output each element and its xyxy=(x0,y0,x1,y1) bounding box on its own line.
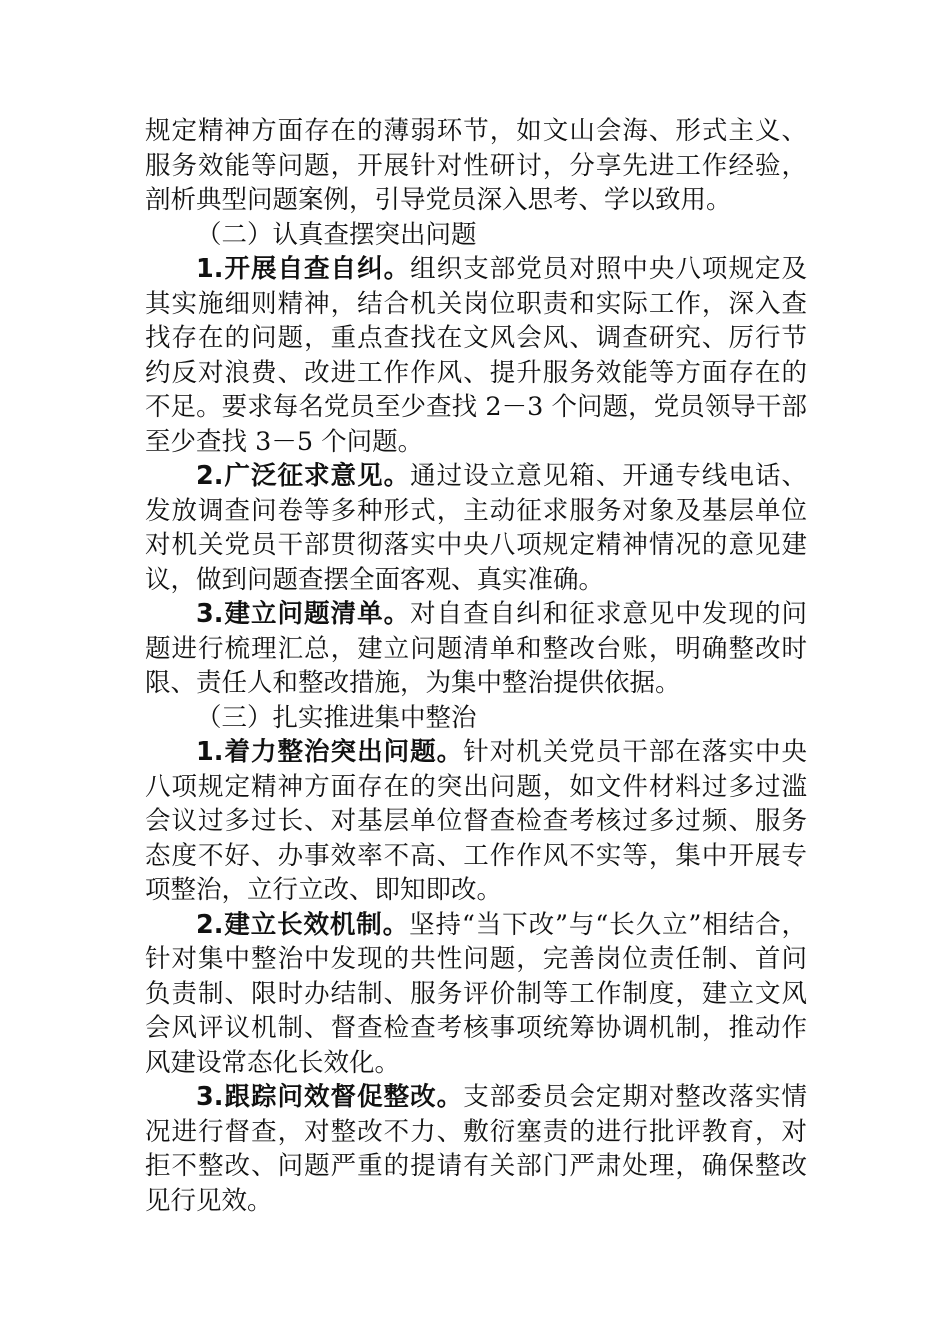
item-text: 组织支部党员对照中央八项规定及其实施细则精神，结合机关岗位职责和实际工作，深入查找存在的问题，重点查找在文风会风、调查研究、厉行节约反对浪费、改进工作作风、提升服务效能等方面存在的不足。要求每名党员至少查找 2－3 个问题，党员领导干部至少查找 3－5 个问题。 xyxy=(145,254,807,457)
paragraph-rectify-problems xyxy=(145,735,807,908)
document-page xyxy=(145,114,807,1218)
item-text: 坚持“当下改”与“长久立”相结合，针对集中整治中发现的共性问题，完善岗位责任制、首问负责制、限时办结制、服务评价制等工作制度，建立文风会风评议机制、督查检查考核事项统筹协调机制，推动作风建设常态化长效化。 xyxy=(145,909,807,1078)
item-lead: 2.广泛征求意见。 xyxy=(196,461,411,491)
item-text: 对自查自纠和征求意见中发现的问题进行梳理汇总，建立问题清单和整改台账，明确整改时限、责任人和整改措施，为集中整治提供依据。 xyxy=(145,599,807,698)
paragraph-self-inspection xyxy=(145,252,807,459)
item-lead: 3.跟踪问效督促整改。 xyxy=(196,1082,464,1112)
item-text: 支部委员会定期对整改落实情况进行督查，对整改不力、敷衍塞责的进行批评教育，对拒不整改、问题严重的提请有关部门严肃处理，确保整改见行见效。 xyxy=(145,1082,807,1216)
item-lead: 1.开展自查自纠。 xyxy=(196,254,411,284)
paragraph-long-term-mechanism xyxy=(145,908,807,1081)
item-lead: 3.建立问题清单。 xyxy=(196,599,411,629)
item-lead: 1.着力整治突出问题。 xyxy=(196,737,464,767)
paragraph-continuation: 规定精神方面存在的薄弱环节，如文山会海、形式主义、服务效能等问题，开展针对性研讨，分享先进工作经验，剖析典型问题案例，引导党员深入思考、学以致用。 xyxy=(145,116,807,215)
section-heading-3: （三）扎实推进集中整治 xyxy=(196,702,477,733)
item-text: 通过设立意见箱、开通专线电话、发放调查问卷等多种形式，主动征求服务对象及基层单位对机关党员干部贯彻落实中央八项规定精神情况的意见建议，做到问题查摆全面客观、真实准确。 xyxy=(145,461,807,595)
item-text: 针对机关党员干部在落实中央八项规定精神方面存在的突出问题，如文件材料过多过滥会议过多过长、对基层单位督查检查考核过多过频、服务态度不好、办事效率不高、工作作风不实等，集中开展专项整治，立行立改、即知即改。 xyxy=(145,737,807,905)
paragraph-track-rectification xyxy=(145,1080,807,1218)
paragraph-problem-list xyxy=(145,597,807,701)
item-lead: 2.建立长效机制。 xyxy=(196,909,410,940)
section-heading-2: （二）认真查摆突出问题 xyxy=(196,219,477,250)
paragraph-solicit-opinions xyxy=(145,459,807,597)
